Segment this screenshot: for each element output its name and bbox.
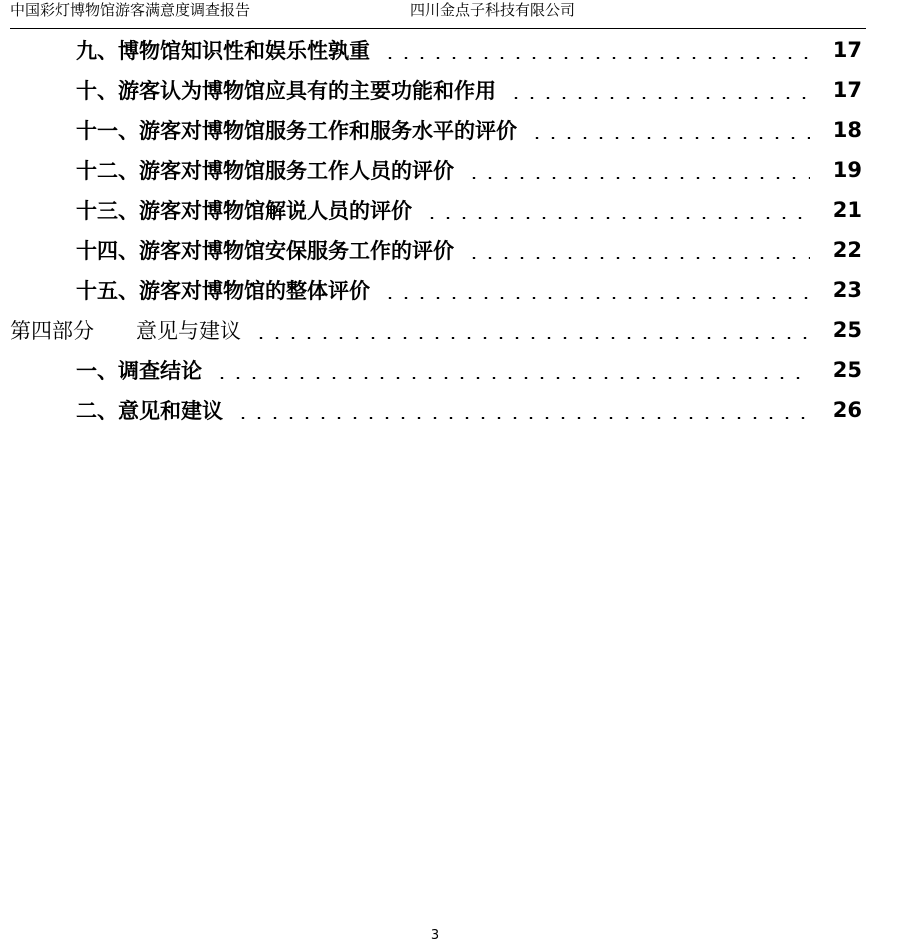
toc-dot-leader <box>466 257 810 259</box>
toc-entry[interactable] <box>76 190 862 230</box>
page-header <box>10 0 866 29</box>
toc-dot-leader <box>382 57 810 59</box>
toc-entry-page: 18 <box>832 118 862 142</box>
toc-entry-title: 十四、游客对博物馆安保服务工作的评价 <box>76 239 454 263</box>
toc-entry-page: 19 <box>832 158 862 182</box>
header-report-title: 中国彩灯博物馆游客满意度调查报告 <box>10 1 251 19</box>
toc-entry[interactable] <box>76 30 862 70</box>
page-number: 3 <box>430 928 440 943</box>
toc-entry-title: 二、意见和建议 <box>76 399 223 423</box>
toc-entry-title: 十一、游客对博物馆服务工作和服务水平的评价 <box>76 119 517 143</box>
toc-entry-page: 23 <box>832 278 862 302</box>
toc-dot-leader <box>253 337 810 339</box>
toc-entry[interactable] <box>76 390 862 430</box>
toc-entry-title: 第四部分 意见与建议 <box>10 319 241 343</box>
toc-entry[interactable] <box>76 270 862 310</box>
toc-entry-page: 22 <box>832 238 862 262</box>
toc-entry[interactable] <box>76 230 862 270</box>
toc-entry[interactable] <box>76 70 862 110</box>
toc-part-entry[interactable] <box>10 310 862 350</box>
toc-entry-title: 九、博物馆知识性和娱乐性孰重 <box>76 39 370 63</box>
toc-entry-title: 十三、游客对博物馆解说人员的评价 <box>76 199 412 223</box>
toc-entry[interactable] <box>76 350 862 390</box>
toc-dot-leader <box>235 417 810 419</box>
header-company-name: 四川金点子科技有限公司 <box>410 1 576 19</box>
toc-entry-page: 25 <box>832 318 862 342</box>
toc-entry-title: 十、游客认为博物馆应具有的主要功能和作用 <box>76 79 496 103</box>
toc-dot-leader <box>424 217 810 219</box>
toc-entry-title: 一、调查结论 <box>76 359 202 383</box>
toc-entry-title: 十二、游客对博物馆服务工作人员的评价 <box>76 159 454 183</box>
toc-dot-leader <box>466 177 810 179</box>
toc-dot-leader <box>382 297 810 299</box>
toc-entry-page: 21 <box>832 198 862 222</box>
toc-entry-title: 十五、游客对博物馆的整体评价 <box>76 279 370 303</box>
toc-entry-page: 25 <box>832 358 862 382</box>
toc-entry-page: 17 <box>832 78 862 102</box>
toc-entry-page: 26 <box>832 398 862 422</box>
toc-entry[interactable] <box>76 110 862 150</box>
toc-dot-leader <box>214 377 810 379</box>
toc-entry-page: 17 <box>832 38 862 62</box>
toc-entry[interactable] <box>76 150 862 190</box>
toc-dot-leader <box>508 97 810 99</box>
toc-dot-leader <box>529 137 810 139</box>
